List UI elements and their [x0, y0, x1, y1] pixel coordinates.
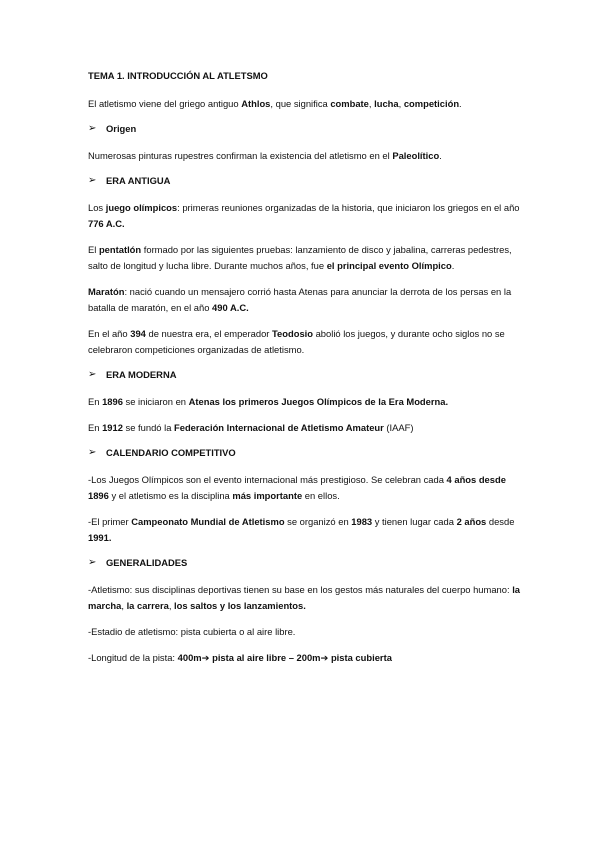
heading-era-antigua: ➢ ERA ANTIGUA [88, 175, 171, 186]
heading-calendario: ➢ CALENDARIO COMPETITIVO [88, 447, 236, 458]
page-title: TEMA 1. INTRODUCCIÓN AL ATLETSMO [88, 70, 268, 81]
arrowhead-bullet-icon: ➢ [88, 123, 97, 134]
calendario-paragraph-1: -Los Juegos Olímpicos son el evento internacional más prestigioso. Se celebran cada 4 años desde 1896 y el atletismo es la disciplina más importante en ellos. [88, 474, 506, 501]
moderna-paragraph-1: En 1896 se iniciaron en Atenas los primeros Juegos Olímpicos de la Era Moderna. [88, 396, 449, 407]
arrowhead-bullet-icon: ➢ [88, 447, 97, 458]
intro-paragraph: El atletismo viene del griego antiguo Athlos, que significa combate, lucha, competición. [88, 98, 462, 109]
heading-generalidades: ➢ GENERALIDADES [88, 557, 188, 568]
arrowhead-bullet-icon: ➢ [88, 557, 97, 568]
antigua-paragraph-4: En el año 394 de nuestra era, el emperador Teodosio abolió los juegos, y durante ocho siglos no se celebraron competiciones organizadas de atletismo. [88, 328, 505, 355]
generalidades-paragraph-2: -Estadio de atletismo: pista cubierta o al aire libre. [88, 626, 296, 637]
moderna-paragraph-2: En 1912 se fundó la Federación Internacional de Atletismo Amateur (IAAF) [88, 422, 414, 433]
heading-origen: ➢ Origen [88, 123, 137, 134]
antigua-paragraph-3: Maratón: nació cuando un mensajero corrió hasta Atenas para anunciar la derrota de los persas en la batalla de maratón, en el año 490 A.C. [88, 286, 512, 313]
antigua-paragraph-2: El pentatlón formado por las siguientes pruebas: lanzamiento de disco y jabalina, carreras pedestres, salto de longitud y lucha libre. Durante muchos años, fue el principal evento Olímpico. [88, 244, 512, 271]
heading-era-moderna: ➢ ERA MODERNA [88, 369, 177, 380]
arrowhead-bullet-icon: ➢ [88, 369, 97, 380]
arrowhead-bullet-icon: ➢ [88, 175, 97, 186]
antigua-paragraph-1: Los juego olímpicos: primeras reuniones organizadas de la historia, que iniciaron los griegos en el año 776 A.C. [88, 202, 520, 229]
generalidades-paragraph-1: -Atletismo: sus disciplinas deportivas tienen su base en los gestos más naturales del cuerpo humano: la marcha, la carrera, los saltos y los lanzamientos. [88, 584, 521, 611]
origen-paragraph: Numerosas pinturas rupestres confirman la existencia del atletismo en el Paleolítico. [88, 150, 442, 161]
calendario-paragraph-2: -El primer Campeonato Mundial de Atletismo se organizó en 1983 y tienen lugar cada 2 años desde 1991. [88, 516, 515, 543]
generalidades-paragraph-3: -Longitud de la pista: 400m➔ pista al aire libre – 200m➔ pista cubierta [88, 652, 392, 663]
